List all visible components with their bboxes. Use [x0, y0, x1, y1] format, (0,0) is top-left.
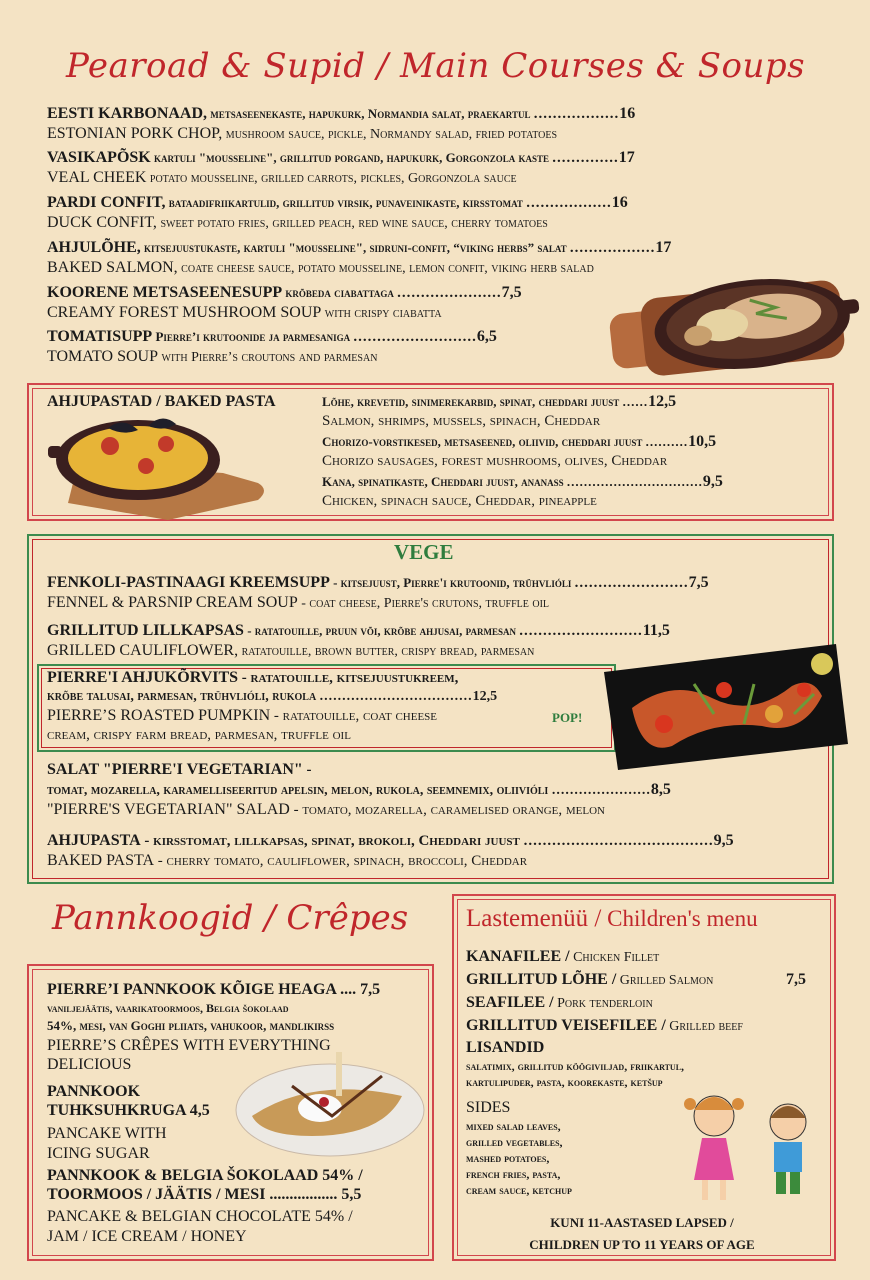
pumpkin-en-desc2: cream, crispy farm bread, parmesan, truffle oil	[47, 727, 351, 743]
kids-age-en: CHILDREN UP TO 11 YEARS OF AGE	[529, 1237, 755, 1252]
main-item-et-desc: krõbeda ciabattaga	[282, 285, 398, 300]
main-item-en-desc: with Pierre’s croutons and parmesan	[158, 350, 378, 365]
kids-sides-et-2: kartulipuder, pasta, koorekaste, ketšup	[466, 1075, 663, 1089]
baked-pasta-item	[322, 432, 812, 470]
baked-pasta-dish-image	[48, 408, 270, 528]
salad-en-name: "PIERRE'S VEGETARIAN" SALAD	[47, 801, 290, 818]
crepe-2-name1: PANNKOOK	[47, 1083, 141, 1100]
baked-pasta-item	[322, 392, 812, 430]
main-item-et-line	[47, 104, 807, 124]
main-item-en-name: BAKED SALMON,	[47, 259, 178, 276]
vege-pasta-en-desc: - cherry tomato, cauliflower, spinach, broccoli, Cheddar	[154, 853, 528, 869]
vege-pasta-et-desc: - kirsstomat, lillkapsas, spinat, brokoli, Cheddari juust	[140, 833, 524, 849]
vege-item-price: 7,5	[688, 574, 709, 591]
vege-item-en-desc: - coat cheese, Pierre's crutons, truffle oil	[297, 596, 550, 611]
main-item-en-desc: potato mousseline, grilled carrots, pickles, Gorgonzola sauce	[146, 171, 517, 186]
pumpkin-et-desc2: krõbe talusai, parmesan, trühvlióli, rukola	[47, 689, 320, 704]
kids-menu-item	[466, 992, 796, 1015]
main-item-price: 16	[611, 194, 628, 211]
baked-pasta-et-line	[322, 432, 812, 452]
baked-pasta-price: 9,5	[702, 473, 723, 490]
vege-item-et-line	[47, 621, 807, 641]
children-illustration	[676, 1088, 826, 1206]
salad-et-desc: tomat, mozarella, karamelliseeritud apelsin, melon, rukola, seemnemix, oliivióli	[47, 783, 552, 798]
main-item-et-name: EESTI KARBONAAD,	[47, 105, 208, 122]
pumpkin-en-desc: - ratatouille, coat cheese	[270, 708, 438, 724]
baked-pasta-dots: ......	[622, 394, 649, 409]
pop-badge: POP!	[552, 710, 583, 725]
main-item-dots: ..............	[552, 150, 619, 166]
main-item-en-desc: mushroom sauce, pickle, Normandy salad, fried potatoes	[222, 127, 558, 142]
kids-menu-item	[466, 946, 796, 969]
kids-item-et: KANAFILEE /	[466, 948, 570, 965]
crepe-1-desc1: vaniljejäätis, vaarikatoormoos, Belgia šokolaad	[47, 1001, 289, 1015]
baked-pasta-en: Chorizo sausages, forest mushrooms, olives, Cheddar	[322, 453, 668, 469]
main-section-title: Pearoad & Supid / Main Courses & Soups	[66, 46, 806, 86]
main-item-en-name: ESTONIAN PORK CHOP,	[47, 125, 223, 142]
main-item-et-name: KOORENE METSASEENESUPP	[47, 284, 283, 301]
kids-sides-et-title: LISANDID	[466, 1039, 545, 1056]
crepe-3-en2: JAM / ICE CREAM / HONEY	[47, 1228, 247, 1245]
crepe-2-name2: TUHKSUHKRUGA 4,5	[47, 1102, 210, 1119]
baked-pasta-item	[322, 472, 812, 510]
baked-pasta-price: 12,5	[648, 393, 677, 410]
vege-item-et-name: GRILLITUD LILLKAPSAS	[47, 622, 244, 639]
kids-sides-et	[466, 1038, 816, 1090]
kids-age-et: KUNI 11-AASTASED LAPSED /	[550, 1215, 734, 1230]
crepe-item-3	[47, 1166, 422, 1246]
crepes-section-title: Pannkoogid / Crêpes	[52, 898, 409, 938]
kids-sides-en-title: SIDES	[466, 1099, 511, 1116]
baked-pasta-price: 10,5	[688, 433, 717, 450]
main-item-dots: ..................	[533, 106, 620, 122]
vege-title: VEGE	[394, 540, 454, 564]
main-item-et-desc: kitsejuustukaste, kartuli "mousseline", sidruni-confit, “viking herbs” salat	[140, 240, 570, 255]
crepe-item-1	[47, 980, 417, 1074]
main-item-et-desc: kartuli "mousseline", grillitud porgand, hapukurk, Gorgonzola kaste	[150, 150, 553, 165]
kids-item-en: Grilled Salmon	[616, 973, 714, 988]
kids-title-en: Children's menu	[601, 906, 758, 931]
baked-pasta-et: Chorizo-vorstikesed, metsaseened, oliivid, cheddari juust	[322, 434, 646, 449]
main-item-en-line	[47, 168, 807, 188]
main-item-en-name: VEAL CHEEK	[47, 169, 147, 186]
main-item-price: 17	[618, 149, 635, 166]
main-item-et-desc: Pierre’i krutoonide ja parmesaniga	[152, 329, 354, 344]
baked-pasta-dots: ..........	[645, 434, 689, 449]
kids-item-et: GRILLITUD VEISEFILEE /	[466, 1017, 666, 1034]
main-item-en-desc: sweet potato fries, grilled peach, red wine sauce, cherry tomatoes	[156, 216, 548, 231]
vege-item-en-name: GRILLED CAULIFLOWER,	[47, 642, 239, 659]
crepe-1-name: PIERRE’I PANNKOOK KÕIGE HEAGA .... 7,5	[47, 981, 381, 998]
skillet-pork-image	[602, 262, 864, 384]
kids-side-item: mashed potatoes,	[466, 1151, 550, 1165]
vege-item-et-line	[47, 573, 807, 593]
kids-age-note	[466, 1212, 818, 1256]
vege-pasta-dots: ........................................	[523, 833, 714, 849]
main-item-et-line	[47, 148, 807, 168]
salad-en-desc: - tomato, mozarella, caramelised orange, melon	[289, 802, 605, 818]
main-item-en-line	[47, 124, 807, 144]
main-item-price: 16	[619, 105, 636, 122]
main-item-en-name: TOMATO SOUP	[47, 348, 158, 365]
main-item-et-name: VASIKAPÕSK	[47, 149, 151, 166]
crepe-2-en2: ICING SUGAR	[47, 1145, 150, 1162]
crepe-1-en1: PIERRE’S CRÊPES WITH EVERYTHING	[47, 1037, 331, 1054]
main-item-en-name: DUCK CONFIT,	[47, 214, 157, 231]
crepe-3-en1: PANCAKE & BELGIAN CHOCOLATE 54% /	[47, 1208, 353, 1225]
kids-menu-price: 7,5	[786, 971, 806, 988]
salad-dots: ......................	[551, 783, 651, 798]
kids-sides-et-1: salatimix, grillitud köögiviljad, friikartul,	[466, 1059, 685, 1073]
vege-item-et-desc: - kitsejuust, Pierre'i krutoonid, trühvlióli	[329, 575, 575, 590]
kids-menu-list	[466, 946, 796, 1038]
vege-pasta-et-name: AHJUPASTA	[47, 832, 141, 849]
crepe-item-2	[47, 1082, 247, 1163]
kids-item-en: Chicken Fillet	[569, 950, 660, 965]
baked-pasta-et-line	[322, 392, 812, 412]
kids-menu-item	[466, 1015, 796, 1038]
kids-title-et: Lastemenüü /	[466, 905, 602, 932]
kids-side-item: grilled vegetables,	[466, 1135, 563, 1149]
crepe-3-name1: PANNKOOK & BELGIA ŠOKOLAAD 54% /	[47, 1167, 363, 1184]
main-item-et-name: AHJULÕHE,	[47, 239, 141, 256]
main-item	[47, 104, 807, 144]
vege-item-price: 11,5	[642, 622, 670, 639]
main-item-et-desc: bataadifriikartulid, grillitud virsik, punaveinikaste, kirsstomat	[165, 195, 527, 210]
salad-price: 8,5	[650, 781, 671, 798]
crepe-1-en2: DELICIOUS	[47, 1056, 132, 1073]
kids-item-et: GRILLITUD LÕHE /	[466, 971, 617, 988]
main-item-en-desc: coate cheese sauce, potato mousseline, lemon confit, viking herb salad	[177, 261, 594, 276]
baked-pasta-dots: ................................	[566, 474, 703, 489]
vege-item-dots: ..........................	[519, 623, 643, 639]
main-item-price: 17	[655, 239, 672, 256]
pumpkin-price: 12,5	[472, 689, 498, 704]
main-item-et-name: TOMATISUPP	[47, 328, 153, 345]
kids-sides-en	[466, 1098, 666, 1198]
main-item-dots: ......................	[397, 285, 502, 301]
vege-item-et-name: FENKOLI-PASTINAAGI KREEMSUPP	[47, 574, 330, 591]
main-item-en-desc: with crispy ciabatta	[321, 306, 442, 321]
main-item-dots: ..........................	[353, 329, 477, 345]
vege-pasta-price: 9,5	[713, 832, 734, 849]
vege-item-en-line	[47, 593, 807, 613]
vege-salad-item	[47, 760, 807, 820]
kids-item-en: Grilled beef	[665, 1019, 743, 1034]
vege-pasta-item	[47, 831, 807, 871]
main-item-dots: ..................	[526, 195, 612, 211]
vege-item-et-desc: - ratatouille, pruun või, krõbe ahjusai, parmesan	[243, 623, 520, 638]
salad-et-dash: -	[302, 762, 312, 778]
main-item-et-name: PARDI CONFIT,	[47, 194, 166, 211]
main-item	[47, 148, 807, 188]
main-item-price: 6,5	[476, 328, 497, 345]
baked-pasta-et: Lõhe, krevetid, sinimerekarbid, spinat, cheddari juust	[322, 394, 623, 409]
baked-pasta-et-line	[322, 472, 812, 492]
pumpkin-dots: ..................................	[319, 689, 473, 704]
crepe-2-en1: PANCAKE WITH	[47, 1125, 167, 1142]
roasted-pumpkin-image	[604, 644, 848, 770]
vege-item-en-name: FENNEL & PARSNIP CREAM SOUP	[47, 594, 298, 611]
kids-item-et: SEAFILEE /	[466, 994, 554, 1011]
salad-et-name: SALAT "PIERRE'I VEGETARIAN"	[47, 761, 303, 778]
vege-item-en-desc: ratatouille, brown butter, crispy bread, parmesan	[238, 644, 535, 659]
vege-item-dots: ........................	[574, 575, 689, 591]
kids-menu-title	[466, 905, 758, 933]
pumpkin-en-name: PIERRE’S ROASTED PUMPKIN	[47, 707, 271, 724]
pumpkin-item	[47, 668, 607, 745]
kids-item-en: Pork tenderloin	[553, 996, 653, 1011]
main-item-et-desc: metsaseenekaste, hapukurk, Normandia salat, praekartul	[207, 106, 534, 121]
main-item-et-line	[47, 238, 807, 258]
kids-side-item: mixed salad leaves,	[466, 1119, 561, 1133]
vege-item	[47, 573, 807, 613]
main-item-dots: ..................	[569, 240, 656, 256]
baked-pasta-et: Kana, spinatikaste, Cheddari juust, ananass	[322, 474, 567, 489]
kids-side-item: cream sauce, ketchup	[466, 1183, 572, 1197]
baked-pasta-en: Chicken, spinach sauce, Cheddar, pineapple	[322, 493, 597, 509]
main-item-et-line	[47, 193, 807, 213]
baked-pasta-title: AHJUPASTAD / BAKED PASTA	[47, 393, 276, 410]
crepe-1-desc2: 54%, mesi, van Goghi pliiats, vahukoor, mandlikirss	[47, 1018, 335, 1033]
main-item	[47, 193, 807, 233]
main-item-en-name: CREAMY FOREST MUSHROOM SOUP	[47, 304, 322, 321]
kids-menu-item	[466, 969, 796, 992]
kids-side-item: french fries, pasta,	[466, 1167, 561, 1181]
main-item-en-line	[47, 213, 807, 233]
kids-sides-en-list	[466, 1118, 666, 1198]
crepe-3-name2: TOORMOOS / JÄÄTIS / MESI ................. 5,5	[47, 1186, 362, 1203]
main-item-price: 7,5	[501, 284, 522, 301]
pumpkin-et-name: PIERRE'I AHJUKÕRVITS	[47, 669, 239, 686]
vege-pasta-en-name: BAKED PASTA	[47, 852, 155, 869]
baked-pasta-en: Salmon, shrimps, mussels, spinach, Cheddar	[322, 413, 601, 429]
pumpkin-et-desc: - ratatouille, kitsejuustukreem,	[238, 670, 459, 686]
